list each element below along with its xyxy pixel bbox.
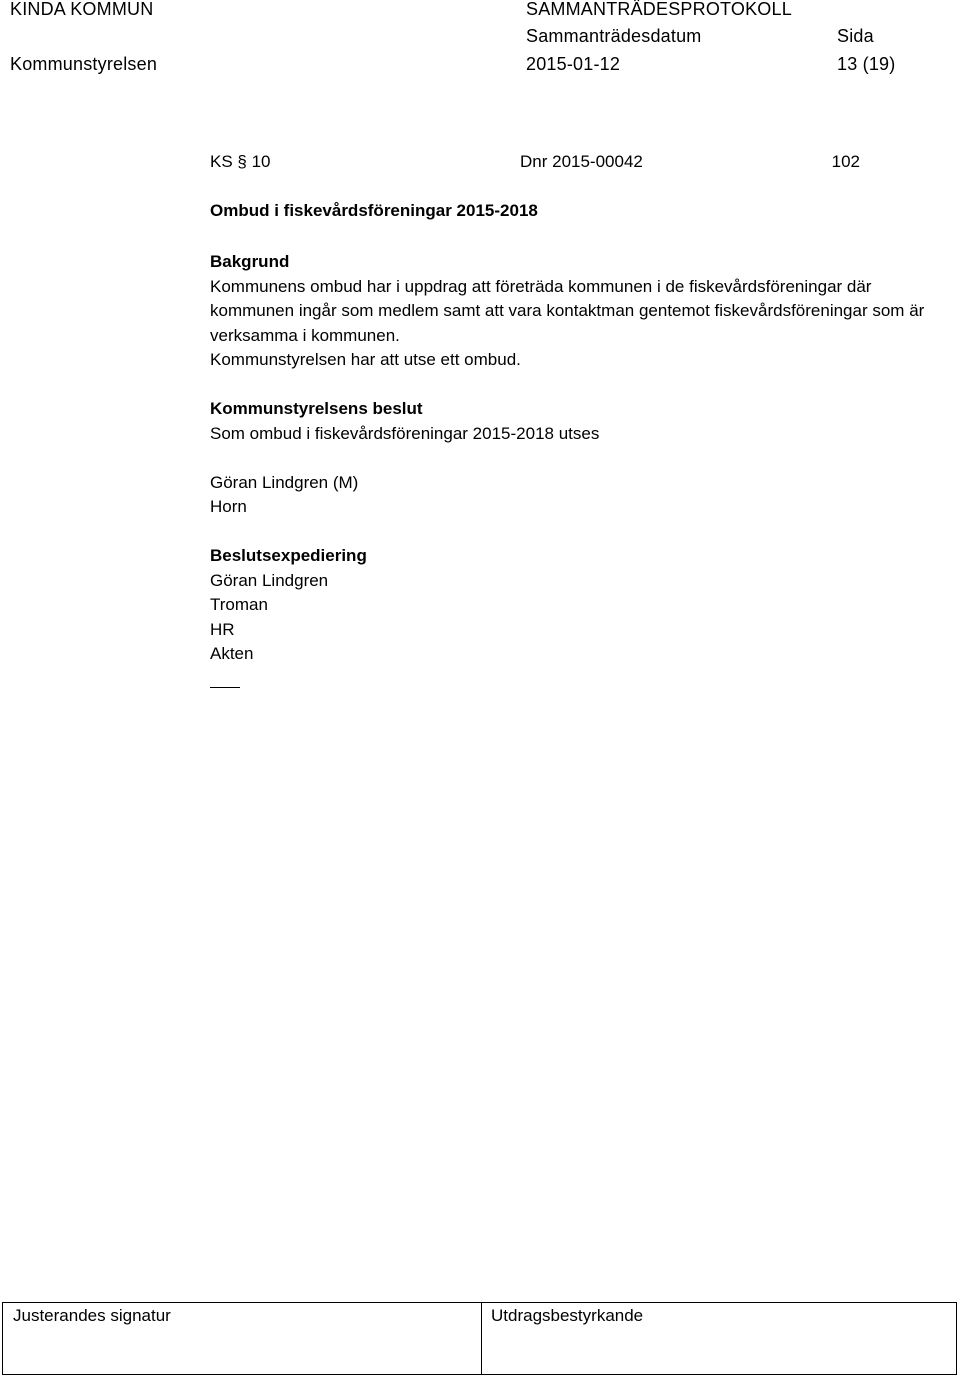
- case-row: [210, 152, 860, 176]
- dispatch-recipient: HR: [210, 619, 235, 639]
- background-text-2: Kommunstyrelsen har att utse ett ombud.: [210, 350, 521, 369]
- page-number: 13 (19): [837, 54, 896, 74]
- decision-text: Som ombud i fiskevårdsföreningar 2015-2018 utses: [210, 423, 600, 443]
- municipality-name: KINDA KOMMUN: [10, 0, 154, 19]
- footer-divider: [481, 1303, 482, 1374]
- background-heading: Bakgrund: [210, 252, 290, 271]
- background-text: Kommunens ombud har i uppdrag att företräda kommunen i de fiskevårdsföreningar där kommunen ingår som medlem samt att vara kontaktman gentemot fiskevårdsföreningar som är verksamma i kommunen.: [210, 276, 925, 345]
- dispatch-recipient: Akten: [210, 644, 254, 663]
- footer-signature-box: [2, 1302, 957, 1375]
- decision-heading: Kommunstyrelsens beslut: [210, 399, 423, 418]
- dispatch-recipient: Troman: [210, 595, 268, 614]
- case-number: 102: [831, 152, 860, 171]
- case-dnr: Dnr 2015-00042: [520, 152, 643, 171]
- signature-label: Justerandes signatur: [13, 1306, 171, 1325]
- meeting-date-label: Sammanträdesdatum: [526, 26, 702, 46]
- dispatch-recipient: Göran Lindgren: [210, 570, 329, 590]
- end-separator: [210, 687, 240, 688]
- meeting-date: 2015-01-12: [526, 54, 621, 74]
- protocol-title: SAMMANTRÄDESPROTOKOLL: [526, 0, 792, 19]
- case-id: KS § 10: [210, 152, 271, 171]
- appointee-place: Horn: [210, 497, 247, 516]
- committee-name: Kommunstyrelsen: [10, 54, 158, 74]
- page-label: Sida: [837, 26, 874, 46]
- appointee-name: Göran Lindgren (M): [210, 472, 359, 492]
- certification-label: Utdragsbestyrkande: [491, 1306, 644, 1325]
- case-title: Ombud i fiskevårdsföreningar 2015-2018: [210, 201, 538, 220]
- dispatch-heading: Beslutsexpediering: [210, 546, 367, 565]
- document-content: [210, 250, 950, 667]
